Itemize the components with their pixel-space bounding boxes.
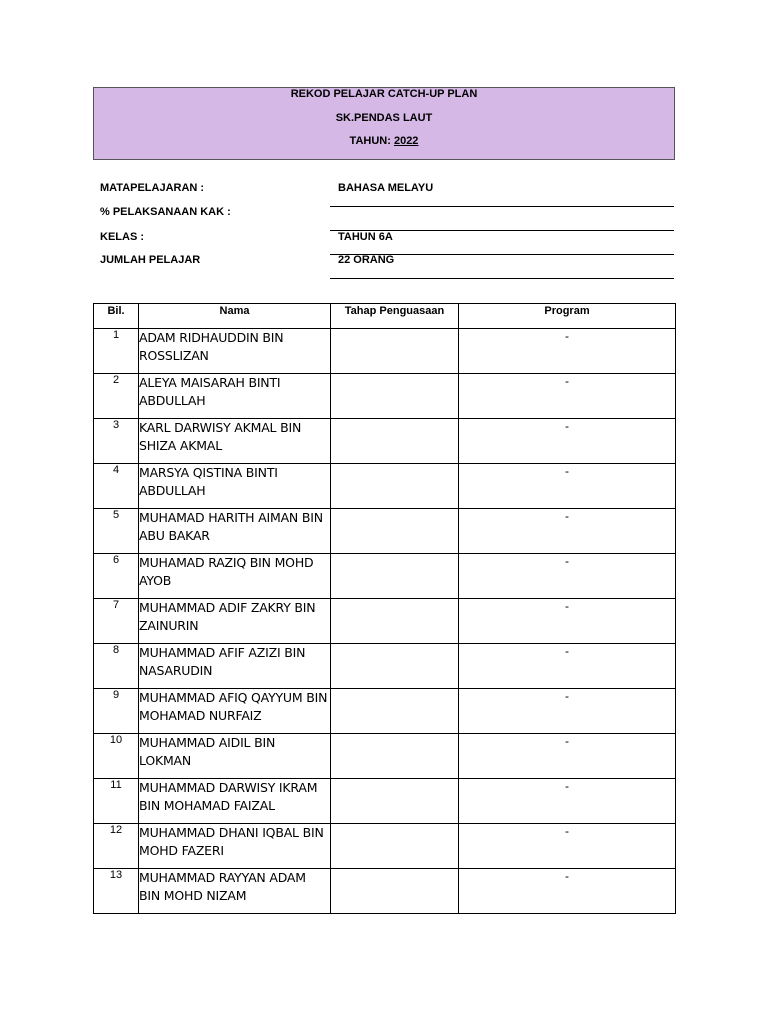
table-row	[94, 779, 676, 824]
subject-value: BAHASA MELAYU	[338, 182, 434, 194]
program-value: -	[459, 824, 676, 869]
program-value: -	[459, 554, 676, 599]
student-name: MUHAMMAD RAYYAN ADAM BIN MOHD NIZAM	[139, 869, 331, 914]
mastery-level	[331, 419, 459, 464]
row-number: 6	[94, 554, 139, 599]
mastery-level	[331, 644, 459, 689]
row-number: 10	[94, 734, 139, 779]
class-value: TAHUN 6A	[338, 231, 393, 243]
subject-underline	[330, 206, 674, 207]
class-label: KELAS :	[100, 231, 144, 243]
program-value: -	[459, 374, 676, 419]
table-row	[94, 689, 676, 734]
student-name: ADAM RIDHAUDDIN BIN ROSSLIZAN	[139, 329, 331, 374]
mastery-level	[331, 464, 459, 509]
student-name: MUHAMAD RAZIQ BIN MOHD AYOB	[139, 554, 331, 599]
program-value: -	[459, 779, 676, 824]
year-label: TAHUN:	[349, 135, 394, 147]
program-value: -	[459, 419, 676, 464]
row-number: 12	[94, 824, 139, 869]
table-row	[94, 329, 676, 374]
row-number: 13	[94, 869, 139, 914]
year-value: 2022	[393, 135, 419, 147]
mastery-level	[331, 734, 459, 779]
student-name: MUHAMMAD AIDIL BIN LOKMAN	[139, 734, 331, 779]
subject-label: MATAPELAJARAN :	[100, 182, 205, 194]
row-number: 1	[94, 329, 139, 374]
total-students-value: 22 ORANG	[338, 254, 395, 266]
row-number: 4	[94, 464, 139, 509]
mastery-level	[331, 554, 459, 599]
mastery-level	[331, 374, 459, 419]
mastery-level	[331, 509, 459, 554]
table-row	[94, 644, 676, 689]
mastery-level	[331, 329, 459, 374]
table-row	[94, 554, 676, 599]
student-name: MUHAMMAD AFIQ QAYYUM BIN MOHAMAD NURFAIZ	[139, 689, 331, 734]
student-name: MUHAMMAD AFIF AZIZI BIN NASARUDIN	[139, 644, 331, 689]
table-row	[94, 599, 676, 644]
implementation-label: % PELAKSANAAN KAK :	[100, 206, 231, 218]
column-header-bil: Bil.	[94, 304, 139, 329]
program-value: -	[459, 329, 676, 374]
school-name: SK.PENDAS LAUT	[335, 112, 433, 124]
column-header-program: Program	[459, 304, 676, 329]
program-value: -	[459, 599, 676, 644]
mastery-level	[331, 824, 459, 869]
mastery-level	[331, 779, 459, 824]
student-table	[93, 303, 676, 914]
row-number: 3	[94, 419, 139, 464]
column-header-nama: Nama	[139, 304, 331, 329]
student-name: MUHAMMAD ADIF ZAKRY BIN ZAINURIN	[139, 599, 331, 644]
row-number: 8	[94, 644, 139, 689]
row-number: 11	[94, 779, 139, 824]
program-value: -	[459, 464, 676, 509]
column-header-tahap: Tahap Penguasaan	[331, 304, 459, 329]
document-title: REKOD PELAJAR CATCH-UP PLAN	[290, 88, 478, 100]
student-name: ALEYA MAISARAH BINTI ABDULLAH	[139, 374, 331, 419]
student-name: MARSYA QISTINA BINTI ABDULLAH	[139, 464, 331, 509]
total-students-label: JUMLAH PELAJAR	[100, 254, 201, 266]
table-row	[94, 419, 676, 464]
program-value: -	[459, 509, 676, 554]
program-value: -	[459, 689, 676, 734]
mastery-level	[331, 869, 459, 914]
table-row	[94, 374, 676, 419]
table-row	[94, 464, 676, 509]
mastery-level	[331, 599, 459, 644]
total-students-underline	[330, 278, 674, 279]
student-name: MUHAMMAD DARWISY IKRAM BIN MOHAMAD FAIZAL	[139, 779, 331, 824]
table-header-row	[94, 304, 676, 329]
row-number: 5	[94, 509, 139, 554]
program-value: -	[459, 644, 676, 689]
table-row	[94, 734, 676, 779]
student-name: MUHAMMAD DHANI IQBAL BIN MOHD FAZERI	[139, 824, 331, 869]
year-line	[94, 135, 674, 147]
row-number: 9	[94, 689, 139, 734]
table-row	[94, 509, 676, 554]
student-name: MUHAMAD HARITH AIMAN BIN ABU BAKAR	[139, 509, 331, 554]
document-header	[93, 87, 675, 160]
table-row	[94, 869, 676, 914]
student-name: KARL DARWISY AKMAL BIN SHIZA AKMAL	[139, 419, 331, 464]
mastery-level	[331, 689, 459, 734]
program-value: -	[459, 869, 676, 914]
row-number: 7	[94, 599, 139, 644]
program-value: -	[459, 734, 676, 779]
table-row	[94, 824, 676, 869]
row-number: 2	[94, 374, 139, 419]
